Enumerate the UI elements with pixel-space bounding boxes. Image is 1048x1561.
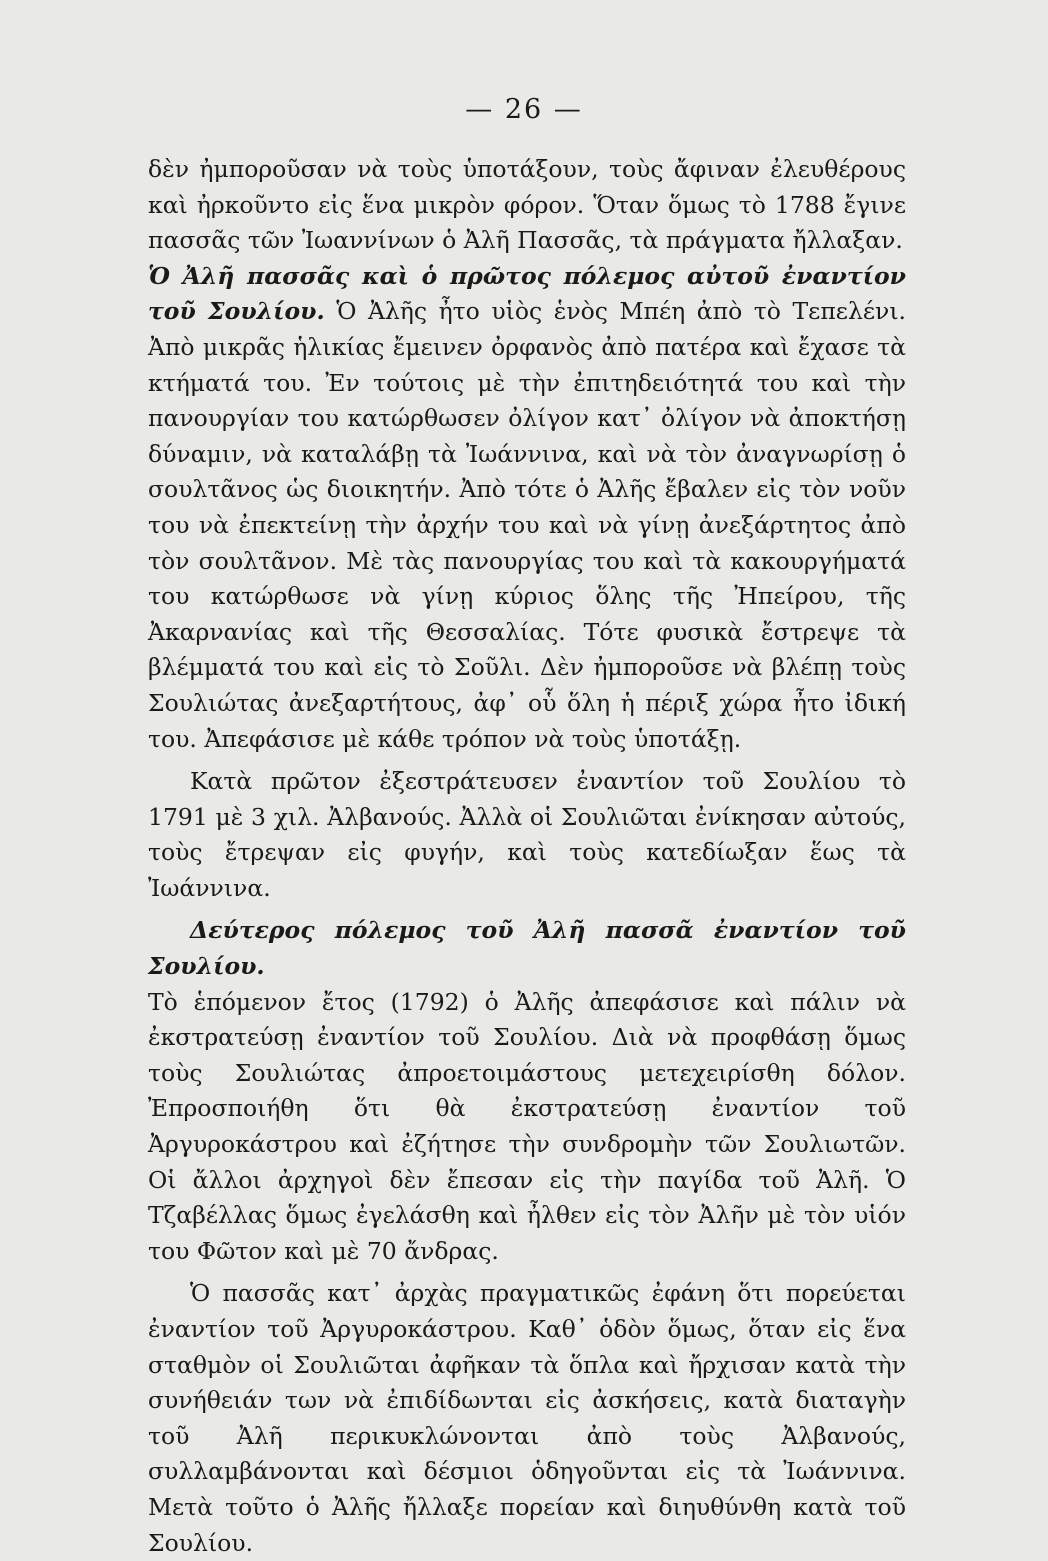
section-heading-first-war: Ὁ Ἀλῆ πασσᾶς καὶ ὁ πρῶτος πόλεμος αὐτοῦ ἐναντίον τοῦ Σουλίου. <box>148 261 906 326</box>
section-heading-second-war: Δεύτερος πόλεμος τοῦ Ἀλῆ πασσᾶ ἐναντίον τοῦ Σουλίου. <box>148 916 906 981</box>
paragraph-2-body: Ὁ Ἀλῆς ἦτο υἱὸς ἑνὸς Μπέη ἀπὸ τὸ Τεπελένι. Ἀπὸ μικρᾶς ἡλικίας ἔμεινεν ὀρφανὸς ἀπὸ πατέρα καὶ ἔχασε τὰ κτήματά του. Ἐν τούτοις μὲ τὴν ἐπιτηδειότητά του καὶ τὴν πανουργίαν του κατώρθωσεν ὀλίγον κατ᾽ ὀλίγον νὰ ἀποκτήσῃ δύναμιν, νὰ καταλάβῃ τὰ Ἰωάννινα, καὶ νὰ τὸν ἀναγνωρίσῃ ὁ σουλτᾶνος ὡς διοικητήν. Ἀπὸ τότε ὁ Ἀλῆς ἔβαλεν εἰς τὸν νοῦν του νὰ ἐπεκτείνῃ τὴν ἀρχήν του καὶ νὰ γίνῃ ἀνεξάρτητος ἀπὸ τὸν σουλτᾶνον. Μὲ τὰς πανουργίας του καὶ τὰ κακουργήματά του κατώρθωσε νὰ γίνῃ κύριος ὅλης τῆς Ἠπείρου, τῆς Ἀκαρνανίας καὶ τῆς Θεσσαλίας. Τότε φυσικὰ ἔστρεψε τὰ βλέμματά του καὶ εἰς τὸ Σοῦλι. Δὲν ἠμποροῦσε νὰ βλέπῃ τοὺς Σουλιώτας ἀνεξαρτήτους, ἀφ᾽ οὗ ὅλη ἡ πέριξ χώρα ἦτο ἰδική του. Ἀπεφάσισε μὲ κάθε τρόπον νὰ τοὺς ὑποτάξῃ. <box>148 297 906 753</box>
paragraph-2 <box>148 259 906 757</box>
body-text <box>148 152 906 1561</box>
paragraph-4: Τὸ ἑπόμενον ἔτος (1792) ὁ Ἀλῆς ἀπεφάσισε καὶ πάλιν νὰ ἐκστρατεύσῃ ἐναντίον τοῦ Σουλίου. Διὰ νὰ προφθάσῃ ὅμως τοὺς Σουλιώτας ἀπροετοιμάστους μετεχειρίσθη δόλον. Ἐπροσποιήθη ὅτι θὰ ἐκστρατεύσῃ ἐναντίον τοῦ Ἀργυροκάστρου καὶ ἐζήτησε τὴν συνδρομὴν τῶν Σουλιωτῶν. Οἱ ἄλλοι ἀρχηγοὶ δὲν ἔπεσαν εἰς τὴν παγίδα τοῦ Ἀλῆ. Ὁ Τζαβέλλας ὅμως ἐγελάσθη καὶ ἦλθεν εἰς τὸν Ἀλῆν μὲ τὸν υἱόν του Φῶτον καὶ μὲ 70 ἄνδρας. <box>148 987 906 1265</box>
page-number: — 26 — <box>465 94 583 125</box>
paragraph-1: δὲν ἠμποροῦσαν νὰ τοὺς ὑποτάξουν, τοὺς ἄφιναν ἐλευθέρους καὶ ἠρκοῦντο εἰς ἕνα μικρὸν φόρον. Ὅταν ὅμως τὸ 1788 ἔγινε πασσᾶς τῶν Ἰωαννίνων ὁ Ἀλῆ Πασσᾶς, τὰ πράγματα ἤλλαξαν. <box>148 155 906 255</box>
paragraph-3: Κατὰ πρῶτον ἐξεστράτευσεν ἐναντίον τοῦ Σουλίου τὸ 1791 μὲ 3 χιλ. Ἀλβανούς. Ἀλλὰ οἱ Σουλιῶται ἐνίκησαν αὐτούς, τοὺς ἔτρεψαν εἰς φυγήν, καὶ τοὺς κατεδίωξαν ἕως τὰ Ἰωάννινα. <box>148 767 906 902</box>
paragraph-5: Ὁ πασσᾶς κατ᾽ ἀρχὰς πραγματικῶς ἐφάνη ὅτι πορεύεται ἐναντίον τοῦ Ἀργυροκάστρου. Καθ᾽ ὁδὸν ὅμως, ὅταν εἰς ἕνα σταθμὸν οἱ Σουλιῶται ἀφῆκαν τὰ ὅπλα καὶ ἤρχισαν κατὰ τὴν συνήθειάν των νὰ ἐπιδίδωνται εἰς ἀσκήσεις, κατὰ διαταγὴν τοῦ Ἀλῆ περικυκλώνονται ἀπὸ τοὺς Ἀλβανούς, συλλαμβάνονται καὶ δέσμιοι ὁδηγοῦνται εἰς τὰ Ἰωάννινα. Μετὰ τοῦτο ὁ Ἀλῆς ἤλλαξε πορείαν καὶ διηυθύνθη κατὰ τοῦ Σουλίου. <box>148 1279 906 1557</box>
